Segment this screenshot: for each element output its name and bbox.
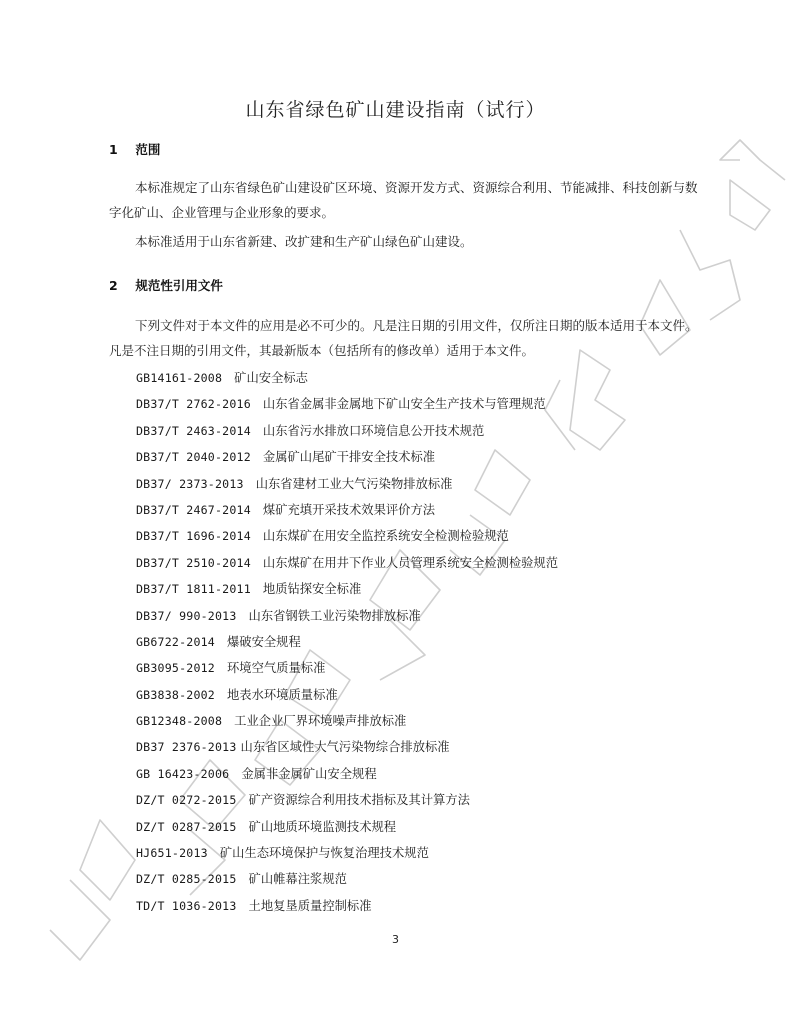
reference-item — [136, 896, 558, 922]
reference-title: 金属矿山尾矿干排安全技术标准 — [262, 450, 436, 465]
reference-item — [136, 606, 558, 632]
section-1-title: 范围 — [135, 142, 161, 157]
page-number: 3 — [392, 933, 399, 946]
reference-item — [136, 869, 558, 895]
reference-item — [136, 790, 558, 816]
reference-title: 山东省金属非金属地下矿山安全生产技术与管理规范 — [262, 397, 546, 412]
section-2-title: 规范性引用文件 — [135, 278, 223, 293]
reference-item — [136, 685, 558, 711]
section-1-paragraph-1: 本标准规定了山东省绿色矿山建设矿区环境、资源开发方式、资源综合利用、节能减排、科技创新与数字化矿山、企业管理与企业形象的要求。 — [109, 180, 698, 220]
reference-item — [136, 553, 558, 579]
reference-item — [136, 843, 558, 869]
reference-item — [136, 421, 558, 447]
section-2-number: 2 — [109, 278, 118, 293]
reference-code: GB 16423-2006 — [136, 766, 230, 781]
reference-item — [136, 711, 558, 737]
reference-item — [136, 658, 558, 684]
reference-title: 地表水环境质量标准 — [226, 687, 338, 702]
reference-title: 矿山生态环境保护与恢复治理技术规范 — [219, 846, 429, 861]
reference-code: DB37/T 1811-2011 — [136, 582, 251, 597]
reference-title: 矿山地质环境监测技术规程 — [248, 819, 397, 834]
reference-code: DB37/T 2467-2014 — [136, 502, 251, 517]
reference-item — [136, 394, 558, 420]
reference-title: 山东省建材工业大气污染物排放标准 — [255, 476, 453, 491]
reference-title: 爆破安全规程 — [226, 634, 301, 649]
reference-code: DZ/T 0287-2015 — [136, 819, 237, 834]
reference-item — [136, 500, 558, 526]
reference-code: DB37 2376-2013 — [136, 740, 237, 755]
reference-code: DZ/T 0285-2015 — [136, 872, 237, 887]
reference-code: DB37/T 2040-2012 — [136, 450, 251, 465]
reference-title: 土地复垦质量控制标准 — [248, 898, 372, 913]
document-title: 山东省绿色矿山建设指南（试行） — [245, 99, 546, 121]
section-1-paragraph-2: 本标准适用于山东省新建、改扩建和生产矿山绿色矿山建设。 — [135, 234, 473, 249]
reference-title: 地质钻探安全标准 — [262, 582, 362, 597]
section-2-heading — [109, 276, 223, 294]
reference-item — [136, 474, 558, 500]
reference-code: GB6722-2014 — [136, 634, 215, 649]
reference-item — [136, 817, 558, 843]
reference-item — [136, 526, 558, 552]
reference-code: TD/T 1036-2013 — [136, 898, 237, 913]
reference-code: GB3095-2012 — [136, 661, 215, 676]
reference-code: DB37/ 990-2013 — [136, 608, 237, 623]
reference-code: DB37/ 2373-2013 — [136, 476, 244, 491]
reference-code: DB37/T 2762-2016 — [136, 397, 251, 412]
section-1-heading — [109, 140, 160, 158]
reference-item — [136, 764, 558, 790]
reference-title: 山东省污水排放口环境信息公开技术规范 — [262, 423, 485, 438]
reference-item — [136, 579, 558, 605]
reference-code: GB3838-2002 — [136, 687, 215, 702]
reference-code: GB14161-2008 — [136, 371, 223, 385]
section-2-paragraph-1: 下列文件对于本文件的应用是必不可少的。凡是注日期的引用文件，仅所注日期的版本适用于本文件。凡是不注日期的引用文件，其最新版本（包括所有的修改单）适用于本文件。 — [109, 318, 698, 358]
reference-title: 矿山帷幕注浆规范 — [248, 872, 347, 887]
reference-list — [136, 368, 558, 922]
reference-code: DB37/T 2463-2014 — [136, 423, 251, 438]
reference-title: 山东煤矿在用安全监控系统安全检测检验规范 — [262, 529, 509, 544]
reference-code: DB37/T 2510-2014 — [136, 555, 251, 570]
reference-title: 山东省钢铁工业污染物排放标准 — [248, 608, 421, 623]
reference-title: 山东煤矿在用井下作业人员管理系统安全检测检验规范 — [262, 555, 559, 570]
reference-code: DZ/T 0272-2015 — [136, 793, 237, 808]
reference-code: HJ651-2013 — [136, 846, 208, 861]
reference-item — [136, 447, 558, 473]
reference-item — [136, 737, 558, 763]
reference-code: DB37/T 1696-2014 — [136, 529, 251, 544]
reference-code: GB12348-2008 — [136, 714, 223, 729]
reference-item — [136, 368, 558, 394]
reference-title: 山东省区域性大气污染物综合排放标准 — [240, 740, 450, 755]
section-1-number: 1 — [109, 142, 118, 157]
reference-title: 矿山安全标志 — [234, 371, 308, 385]
reference-title: 煤矿充填开采技术效果评价方法 — [262, 502, 436, 517]
reference-item — [136, 632, 558, 658]
reference-title: 矿产资源综合利用技术指标及其计算方法 — [248, 793, 470, 808]
reference-title: 环境空气质量标准 — [226, 661, 326, 676]
reference-title: 金属非金属矿山安全规程 — [241, 766, 377, 781]
reference-title: 工业企业厂界环境噪声排放标准 — [234, 714, 407, 729]
